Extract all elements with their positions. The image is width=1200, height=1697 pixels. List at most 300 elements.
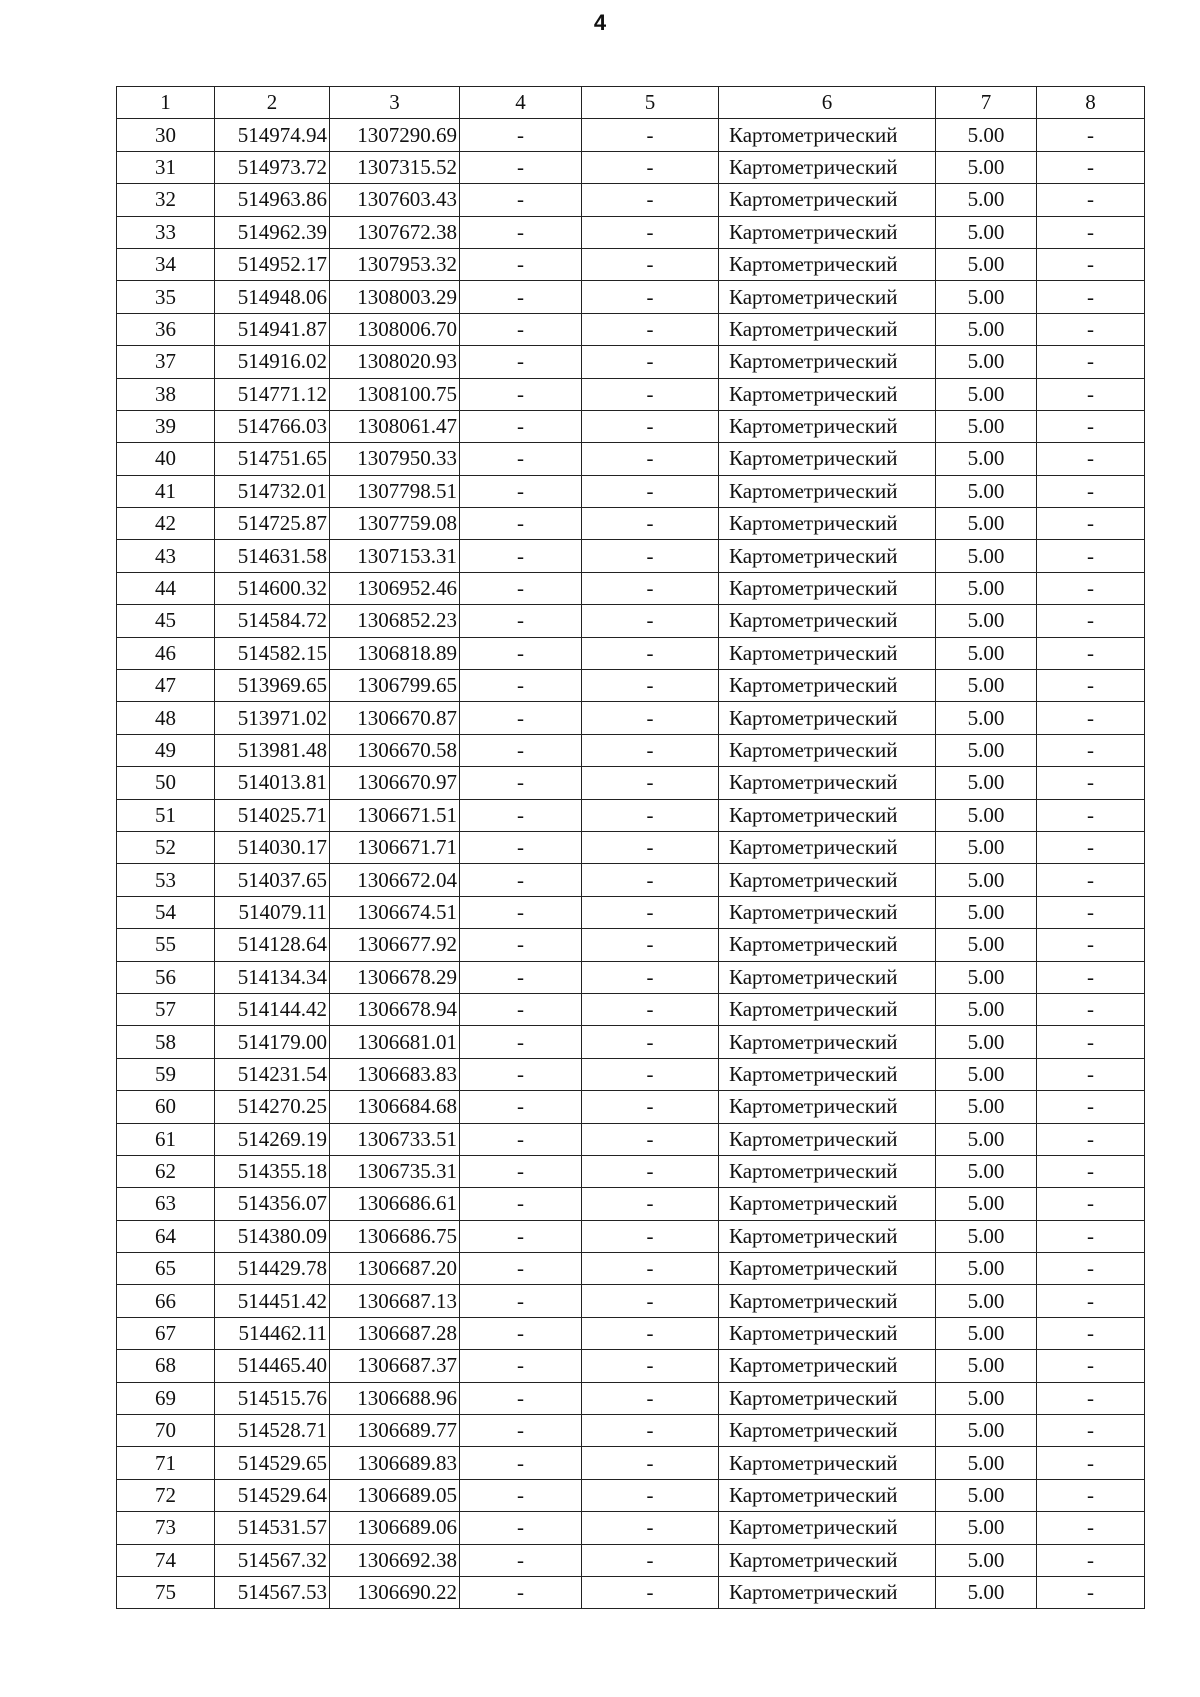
header-cell: 3 <box>330 87 460 119</box>
y-coordinate-cell: 1306672.04 <box>330 864 460 896</box>
column-4-cell: - <box>460 1317 582 1349</box>
table-row <box>117 151 1145 183</box>
point-number-cell: 75 <box>117 1576 215 1608</box>
table-row <box>117 1058 1145 1090</box>
column-4-cell: - <box>460 1026 582 1058</box>
column-4-cell: - <box>460 637 582 669</box>
method-cell: Картометрический <box>719 1091 936 1123</box>
column-4-cell: - <box>460 799 582 831</box>
column-5-cell: - <box>582 540 719 572</box>
header-cell: 6 <box>719 87 936 119</box>
column-5-cell: - <box>582 346 719 378</box>
accuracy-cell: 5.00 <box>936 1253 1037 1285</box>
column-4-cell: - <box>460 281 582 313</box>
table-row <box>117 346 1145 378</box>
y-coordinate-cell: 1306671.71 <box>330 831 460 863</box>
column-4-cell: - <box>460 1350 582 1382</box>
page-number: 4 <box>593 10 607 35</box>
x-coordinate-cell: 514529.65 <box>215 1447 330 1479</box>
table-row <box>117 896 1145 928</box>
point-number-cell: 49 <box>117 734 215 766</box>
point-number-cell: 50 <box>117 767 215 799</box>
table-row <box>117 1188 1145 1220</box>
method-cell: Картометрический <box>719 1415 936 1447</box>
table-row <box>117 1512 1145 1544</box>
method-cell: Картометрический <box>719 475 936 507</box>
x-coordinate-cell: 513981.48 <box>215 734 330 766</box>
method-cell: Картометрический <box>719 1188 936 1220</box>
x-coordinate-cell: 514030.17 <box>215 831 330 863</box>
y-coordinate-cell: 1306687.13 <box>330 1285 460 1317</box>
column-5-cell: - <box>582 1285 719 1317</box>
column-5-cell: - <box>582 961 719 993</box>
column-5-cell: - <box>582 993 719 1025</box>
table-row <box>117 1576 1145 1608</box>
column-8-cell: - <box>1037 605 1145 637</box>
table-row <box>117 1220 1145 1252</box>
column-8-cell: - <box>1037 443 1145 475</box>
y-coordinate-cell: 1306670.87 <box>330 702 460 734</box>
column-4-cell: - <box>460 443 582 475</box>
column-5-cell: - <box>582 1415 719 1447</box>
column-4-cell: - <box>460 1415 582 1447</box>
y-coordinate-cell: 1306677.92 <box>330 929 460 961</box>
x-coordinate-cell: 514037.65 <box>215 864 330 896</box>
method-cell: Картометрический <box>719 799 936 831</box>
column-4-cell: - <box>460 1447 582 1479</box>
column-5-cell: - <box>582 410 719 442</box>
coordinates-table <box>116 86 1145 1609</box>
point-number-cell: 48 <box>117 702 215 734</box>
column-8-cell: - <box>1037 184 1145 216</box>
point-number-cell: 43 <box>117 540 215 572</box>
column-5-cell: - <box>582 1576 719 1608</box>
column-4-cell: - <box>460 151 582 183</box>
x-coordinate-cell: 514725.87 <box>215 508 330 540</box>
column-4-cell: - <box>460 1188 582 1220</box>
x-coordinate-cell: 514134.34 <box>215 961 330 993</box>
column-8-cell: - <box>1037 1544 1145 1576</box>
point-number-cell: 74 <box>117 1544 215 1576</box>
column-5-cell: - <box>582 313 719 345</box>
method-cell: Картометрический <box>719 767 936 799</box>
point-number-cell: 64 <box>117 1220 215 1252</box>
column-5-cell: - <box>582 831 719 863</box>
column-8-cell: - <box>1037 1253 1145 1285</box>
accuracy-cell: 5.00 <box>936 313 1037 345</box>
table-row <box>117 1382 1145 1414</box>
table-row <box>117 702 1145 734</box>
table-row <box>117 1091 1145 1123</box>
column-8-cell: - <box>1037 1155 1145 1187</box>
method-cell: Картометрический <box>719 637 936 669</box>
accuracy-cell: 5.00 <box>936 831 1037 863</box>
point-number-cell: 40 <box>117 443 215 475</box>
column-5-cell: - <box>582 281 719 313</box>
column-8-cell: - <box>1037 119 1145 151</box>
column-8-cell: - <box>1037 1479 1145 1511</box>
accuracy-cell: 5.00 <box>936 378 1037 410</box>
table-row <box>117 119 1145 151</box>
y-coordinate-cell: 1306678.94 <box>330 993 460 1025</box>
column-8-cell: - <box>1037 896 1145 928</box>
column-5-cell: - <box>582 572 719 604</box>
point-number-cell: 46 <box>117 637 215 669</box>
y-coordinate-cell: 1306852.23 <box>330 605 460 637</box>
method-cell: Картометрический <box>719 346 936 378</box>
point-number-cell: 37 <box>117 346 215 378</box>
point-number-cell: 52 <box>117 831 215 863</box>
table-row <box>117 475 1145 507</box>
x-coordinate-cell: 514567.53 <box>215 1576 330 1608</box>
accuracy-cell: 5.00 <box>936 702 1037 734</box>
column-8-cell: - <box>1037 572 1145 604</box>
method-cell: Картометрический <box>719 1447 936 1479</box>
column-8-cell: - <box>1037 1512 1145 1544</box>
y-coordinate-cell: 1306670.58 <box>330 734 460 766</box>
column-5-cell: - <box>582 799 719 831</box>
point-number-cell: 30 <box>117 119 215 151</box>
column-8-cell: - <box>1037 864 1145 896</box>
method-cell: Картометрический <box>719 1382 936 1414</box>
accuracy-cell: 5.00 <box>936 961 1037 993</box>
point-number-cell: 34 <box>117 248 215 280</box>
y-coordinate-cell: 1306692.38 <box>330 1544 460 1576</box>
point-number-cell: 60 <box>117 1091 215 1123</box>
column-5-cell: - <box>582 1317 719 1349</box>
method-cell: Картометрический <box>719 1544 936 1576</box>
column-4-cell: - <box>460 119 582 151</box>
point-number-cell: 35 <box>117 281 215 313</box>
accuracy-cell: 5.00 <box>936 1415 1037 1447</box>
y-coordinate-cell: 1306683.83 <box>330 1058 460 1090</box>
method-cell: Картометрический <box>719 961 936 993</box>
x-coordinate-cell: 514631.58 <box>215 540 330 572</box>
table-row <box>117 410 1145 442</box>
y-coordinate-cell: 1307759.08 <box>330 508 460 540</box>
x-coordinate-cell: 514462.11 <box>215 1317 330 1349</box>
table-row <box>117 378 1145 410</box>
column-5-cell: - <box>582 637 719 669</box>
table-row <box>117 216 1145 248</box>
method-cell: Картометрический <box>719 410 936 442</box>
column-8-cell: - <box>1037 1317 1145 1349</box>
column-8-cell: - <box>1037 670 1145 702</box>
method-cell: Картометрический <box>719 572 936 604</box>
method-cell: Картометрический <box>719 508 936 540</box>
table-row <box>117 831 1145 863</box>
y-coordinate-cell: 1306684.68 <box>330 1091 460 1123</box>
column-4-cell: - <box>460 993 582 1025</box>
y-coordinate-cell: 1306687.28 <box>330 1317 460 1349</box>
accuracy-cell: 5.00 <box>936 216 1037 248</box>
x-coordinate-cell: 513971.02 <box>215 702 330 734</box>
x-coordinate-cell: 514079.11 <box>215 896 330 928</box>
x-coordinate-cell: 514355.18 <box>215 1155 330 1187</box>
x-coordinate-cell: 514429.78 <box>215 1253 330 1285</box>
column-5-cell: - <box>582 896 719 928</box>
table-row <box>117 184 1145 216</box>
column-4-cell: - <box>460 216 582 248</box>
accuracy-cell: 5.00 <box>936 410 1037 442</box>
column-5-cell: - <box>582 1350 719 1382</box>
column-5-cell: - <box>582 151 719 183</box>
accuracy-cell: 5.00 <box>936 1447 1037 1479</box>
method-cell: Картометрический <box>719 831 936 863</box>
accuracy-cell: 5.00 <box>936 475 1037 507</box>
x-coordinate-cell: 514974.94 <box>215 119 330 151</box>
accuracy-cell: 5.00 <box>936 929 1037 961</box>
method-cell: Картометрический <box>719 1479 936 1511</box>
x-coordinate-cell: 514766.03 <box>215 410 330 442</box>
x-coordinate-cell: 514584.72 <box>215 605 330 637</box>
method-cell: Картометрический <box>719 378 936 410</box>
column-8-cell: - <box>1037 410 1145 442</box>
point-number-cell: 68 <box>117 1350 215 1382</box>
table-row <box>117 734 1145 766</box>
accuracy-cell: 5.00 <box>936 1026 1037 1058</box>
column-8-cell: - <box>1037 799 1145 831</box>
x-coordinate-cell: 514270.25 <box>215 1091 330 1123</box>
accuracy-cell: 5.00 <box>936 508 1037 540</box>
header-cell: 4 <box>460 87 582 119</box>
method-cell: Картометрический <box>719 929 936 961</box>
method-cell: Картометрический <box>719 1123 936 1155</box>
x-coordinate-cell: 514025.71 <box>215 799 330 831</box>
column-4-cell: - <box>460 767 582 799</box>
method-cell: Картометрический <box>719 864 936 896</box>
x-coordinate-cell: 514582.15 <box>215 637 330 669</box>
table-row <box>117 670 1145 702</box>
method-cell: Картометрический <box>719 1576 936 1608</box>
column-5-cell: - <box>582 184 719 216</box>
table-row <box>117 572 1145 604</box>
column-4-cell: - <box>460 508 582 540</box>
method-cell: Картометрический <box>719 216 936 248</box>
column-8-cell: - <box>1037 151 1145 183</box>
point-number-cell: 55 <box>117 929 215 961</box>
column-5-cell: - <box>582 1123 719 1155</box>
accuracy-cell: 5.00 <box>936 281 1037 313</box>
table-row <box>117 799 1145 831</box>
column-4-cell: - <box>460 572 582 604</box>
x-coordinate-cell: 514128.64 <box>215 929 330 961</box>
accuracy-cell: 5.00 <box>936 540 1037 572</box>
column-4-cell: - <box>460 1285 582 1317</box>
method-cell: Картометрический <box>719 443 936 475</box>
table-row <box>117 1285 1145 1317</box>
column-8-cell: - <box>1037 1415 1145 1447</box>
column-4-cell: - <box>460 864 582 896</box>
column-8-cell: - <box>1037 1091 1145 1123</box>
accuracy-cell: 5.00 <box>936 993 1037 1025</box>
accuracy-cell: 5.00 <box>936 1123 1037 1155</box>
point-number-cell: 32 <box>117 184 215 216</box>
y-coordinate-cell: 1308020.93 <box>330 346 460 378</box>
x-coordinate-cell: 514465.40 <box>215 1350 330 1382</box>
accuracy-cell: 5.00 <box>936 1155 1037 1187</box>
y-coordinate-cell: 1306678.29 <box>330 961 460 993</box>
point-number-cell: 58 <box>117 1026 215 1058</box>
table-row <box>117 443 1145 475</box>
x-coordinate-cell: 514179.00 <box>215 1026 330 1058</box>
column-8-cell: - <box>1037 540 1145 572</box>
column-5-cell: - <box>582 248 719 280</box>
point-number-cell: 63 <box>117 1188 215 1220</box>
column-8-cell: - <box>1037 1382 1145 1414</box>
column-5-cell: - <box>582 1479 719 1511</box>
table-row <box>117 1155 1145 1187</box>
column-4-cell: - <box>460 540 582 572</box>
point-number-cell: 47 <box>117 670 215 702</box>
table-row <box>117 248 1145 280</box>
column-8-cell: - <box>1037 961 1145 993</box>
column-4-cell: - <box>460 313 582 345</box>
table-row <box>117 929 1145 961</box>
accuracy-cell: 5.00 <box>936 1479 1037 1511</box>
x-coordinate-cell: 514356.07 <box>215 1188 330 1220</box>
column-5-cell: - <box>582 1512 719 1544</box>
column-4-cell: - <box>460 475 582 507</box>
column-8-cell: - <box>1037 313 1145 345</box>
accuracy-cell: 5.00 <box>936 1576 1037 1608</box>
x-coordinate-cell: 514567.32 <box>215 1544 330 1576</box>
y-coordinate-cell: 1306689.05 <box>330 1479 460 1511</box>
column-4-cell: - <box>460 248 582 280</box>
accuracy-cell: 5.00 <box>936 1382 1037 1414</box>
table-row <box>117 1350 1145 1382</box>
point-number-cell: 41 <box>117 475 215 507</box>
y-coordinate-cell: 1307290.69 <box>330 119 460 151</box>
x-coordinate-cell: 514962.39 <box>215 216 330 248</box>
column-5-cell: - <box>582 767 719 799</box>
method-cell: Картометрический <box>719 119 936 151</box>
column-5-cell: - <box>582 1026 719 1058</box>
y-coordinate-cell: 1308100.75 <box>330 378 460 410</box>
column-8-cell: - <box>1037 1220 1145 1252</box>
method-cell: Картометрический <box>719 1512 936 1544</box>
column-4-cell: - <box>460 702 582 734</box>
method-cell: Картометрический <box>719 540 936 572</box>
x-coordinate-cell: 514380.09 <box>215 1220 330 1252</box>
point-number-cell: 62 <box>117 1155 215 1187</box>
column-8-cell: - <box>1037 508 1145 540</box>
method-cell: Картометрический <box>719 151 936 183</box>
point-number-cell: 45 <box>117 605 215 637</box>
table-row <box>117 864 1145 896</box>
column-5-cell: - <box>582 702 719 734</box>
method-cell: Картометрический <box>719 248 936 280</box>
point-number-cell: 67 <box>117 1317 215 1349</box>
accuracy-cell: 5.00 <box>936 184 1037 216</box>
method-cell: Картометрический <box>719 896 936 928</box>
y-coordinate-cell: 1307153.31 <box>330 540 460 572</box>
method-cell: Картометрический <box>719 281 936 313</box>
x-coordinate-cell: 514600.32 <box>215 572 330 604</box>
y-coordinate-cell: 1308006.70 <box>330 313 460 345</box>
column-5-cell: - <box>582 1220 719 1252</box>
accuracy-cell: 5.00 <box>936 799 1037 831</box>
column-8-cell: - <box>1037 281 1145 313</box>
column-8-cell: - <box>1037 993 1145 1025</box>
method-cell: Картометрический <box>719 993 936 1025</box>
header-cell: 5 <box>582 87 719 119</box>
point-number-cell: 39 <box>117 410 215 442</box>
y-coordinate-cell: 1306799.65 <box>330 670 460 702</box>
column-4-cell: - <box>460 1220 582 1252</box>
y-coordinate-cell: 1306735.31 <box>330 1155 460 1187</box>
method-cell: Картометрический <box>719 1026 936 1058</box>
method-cell: Картометрический <box>719 313 936 345</box>
column-8-cell: - <box>1037 929 1145 961</box>
y-coordinate-cell: 1307603.43 <box>330 184 460 216</box>
accuracy-cell: 5.00 <box>936 151 1037 183</box>
x-coordinate-cell: 514269.19 <box>215 1123 330 1155</box>
table-header-row <box>117 87 1145 119</box>
y-coordinate-cell: 1308061.47 <box>330 410 460 442</box>
accuracy-cell: 5.00 <box>936 670 1037 702</box>
table-row <box>117 1317 1145 1349</box>
method-cell: Картометрический <box>719 1285 936 1317</box>
x-coordinate-cell: 514528.71 <box>215 1415 330 1447</box>
column-5-cell: - <box>582 475 719 507</box>
point-number-cell: 56 <box>117 961 215 993</box>
point-number-cell: 38 <box>117 378 215 410</box>
column-4-cell: - <box>460 1544 582 1576</box>
point-number-cell: 44 <box>117 572 215 604</box>
x-coordinate-cell: 514751.65 <box>215 443 330 475</box>
accuracy-cell: 5.00 <box>936 605 1037 637</box>
accuracy-cell: 5.00 <box>936 1512 1037 1544</box>
column-8-cell: - <box>1037 1447 1145 1479</box>
column-5-cell: - <box>582 1155 719 1187</box>
column-5-cell: - <box>582 443 719 475</box>
column-8-cell: - <box>1037 216 1145 248</box>
point-number-cell: 65 <box>117 1253 215 1285</box>
point-number-cell: 54 <box>117 896 215 928</box>
y-coordinate-cell: 1307672.38 <box>330 216 460 248</box>
column-8-cell: - <box>1037 1350 1145 1382</box>
table-row <box>117 508 1145 540</box>
table-row <box>117 1447 1145 1479</box>
method-cell: Картометрический <box>719 734 936 766</box>
x-coordinate-cell: 514529.64 <box>215 1479 330 1511</box>
column-4-cell: - <box>460 184 582 216</box>
column-5-cell: - <box>582 1447 719 1479</box>
method-cell: Картометрический <box>719 702 936 734</box>
table-row <box>117 637 1145 669</box>
y-coordinate-cell: 1306686.61 <box>330 1188 460 1220</box>
table-row <box>117 605 1145 637</box>
x-coordinate-cell: 514531.57 <box>215 1512 330 1544</box>
table-body <box>117 87 1145 1609</box>
y-coordinate-cell: 1306671.51 <box>330 799 460 831</box>
x-coordinate-cell: 514916.02 <box>215 346 330 378</box>
column-5-cell: - <box>582 605 719 637</box>
column-8-cell: - <box>1037 378 1145 410</box>
method-cell: Картометрический <box>719 670 936 702</box>
y-coordinate-cell: 1306689.06 <box>330 1512 460 1544</box>
header-cell: 2 <box>215 87 330 119</box>
point-number-cell: 31 <box>117 151 215 183</box>
point-number-cell: 70 <box>117 1415 215 1447</box>
column-4-cell: - <box>460 929 582 961</box>
column-5-cell: - <box>582 929 719 961</box>
x-coordinate-cell: 514732.01 <box>215 475 330 507</box>
column-4-cell: - <box>460 734 582 766</box>
column-4-cell: - <box>460 1123 582 1155</box>
accuracy-cell: 5.00 <box>936 1188 1037 1220</box>
